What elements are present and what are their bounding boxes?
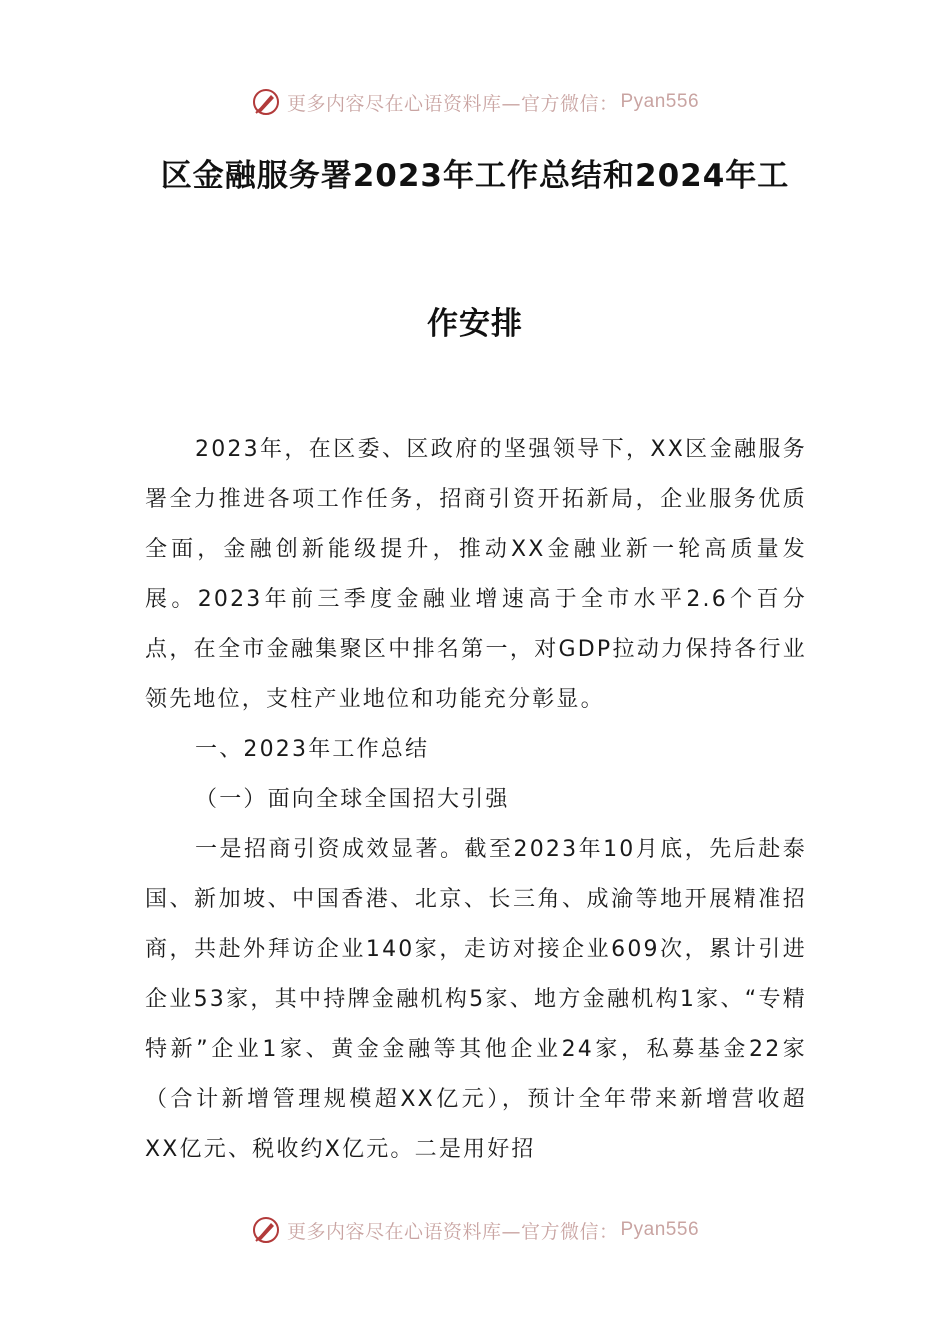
watermark-text: 更多内容尽在心语资料库—官方微信： xyxy=(286,92,619,115)
watermark-text: 更多内容尽在心语资料库—官方微信： xyxy=(286,1220,619,1243)
paragraph-investment: 一是招商引资成效显著。截至2023年10月底，先后赴泰国、新加坡、中国香港、北京、长三角、成渝等地开展精准招商，共赴外拜访企业140家，走访对接企业609次，累计引进企业53家，其中持牌金融机构5家、地方金融机构1家、“专精特新”企业1家、黄金金融等其他企业24家，私募基金22家（合计新增管理规模超XX亿元），预计全年带来新增营收超XX亿元、税收约X亿元。二是用好招 xyxy=(145,837,807,1162)
document-title-line-1: 区金融服务署2023年工作总结和2024年工 xyxy=(160,158,790,194)
document-body xyxy=(145,425,807,1175)
document-title-line-2: 作安排 xyxy=(427,306,523,342)
paragraph-intro: 2023年，在区委、区政府的坚强领导下，XX区金融服务署全力推进各项工作任务，招商引资开拓新局，企业服务优质全面，金融创新能级提升，推动XX金融业新一轮高质量发展。2023年前三季度金融业增速高于全市水平2.6个百分点，在全市金融集聚区中排名第一，对GDP拉动力保持各行业领先地位，支柱产业地位和功能充分彰显。 xyxy=(145,437,807,712)
pen-circle-logo-icon xyxy=(251,87,281,117)
watermark-wechat-id: Pyan556 xyxy=(620,1219,700,1240)
watermark-wechat-id: Pyan556 xyxy=(620,91,700,112)
watermark-header xyxy=(0,82,950,122)
watermark-footer xyxy=(0,1210,950,1250)
section-heading: 一、2023年工作总结 xyxy=(195,737,430,762)
pen-circle-logo-icon xyxy=(251,1215,281,1245)
subsection-heading: （一）面向全球全国招大引强 xyxy=(195,787,510,812)
